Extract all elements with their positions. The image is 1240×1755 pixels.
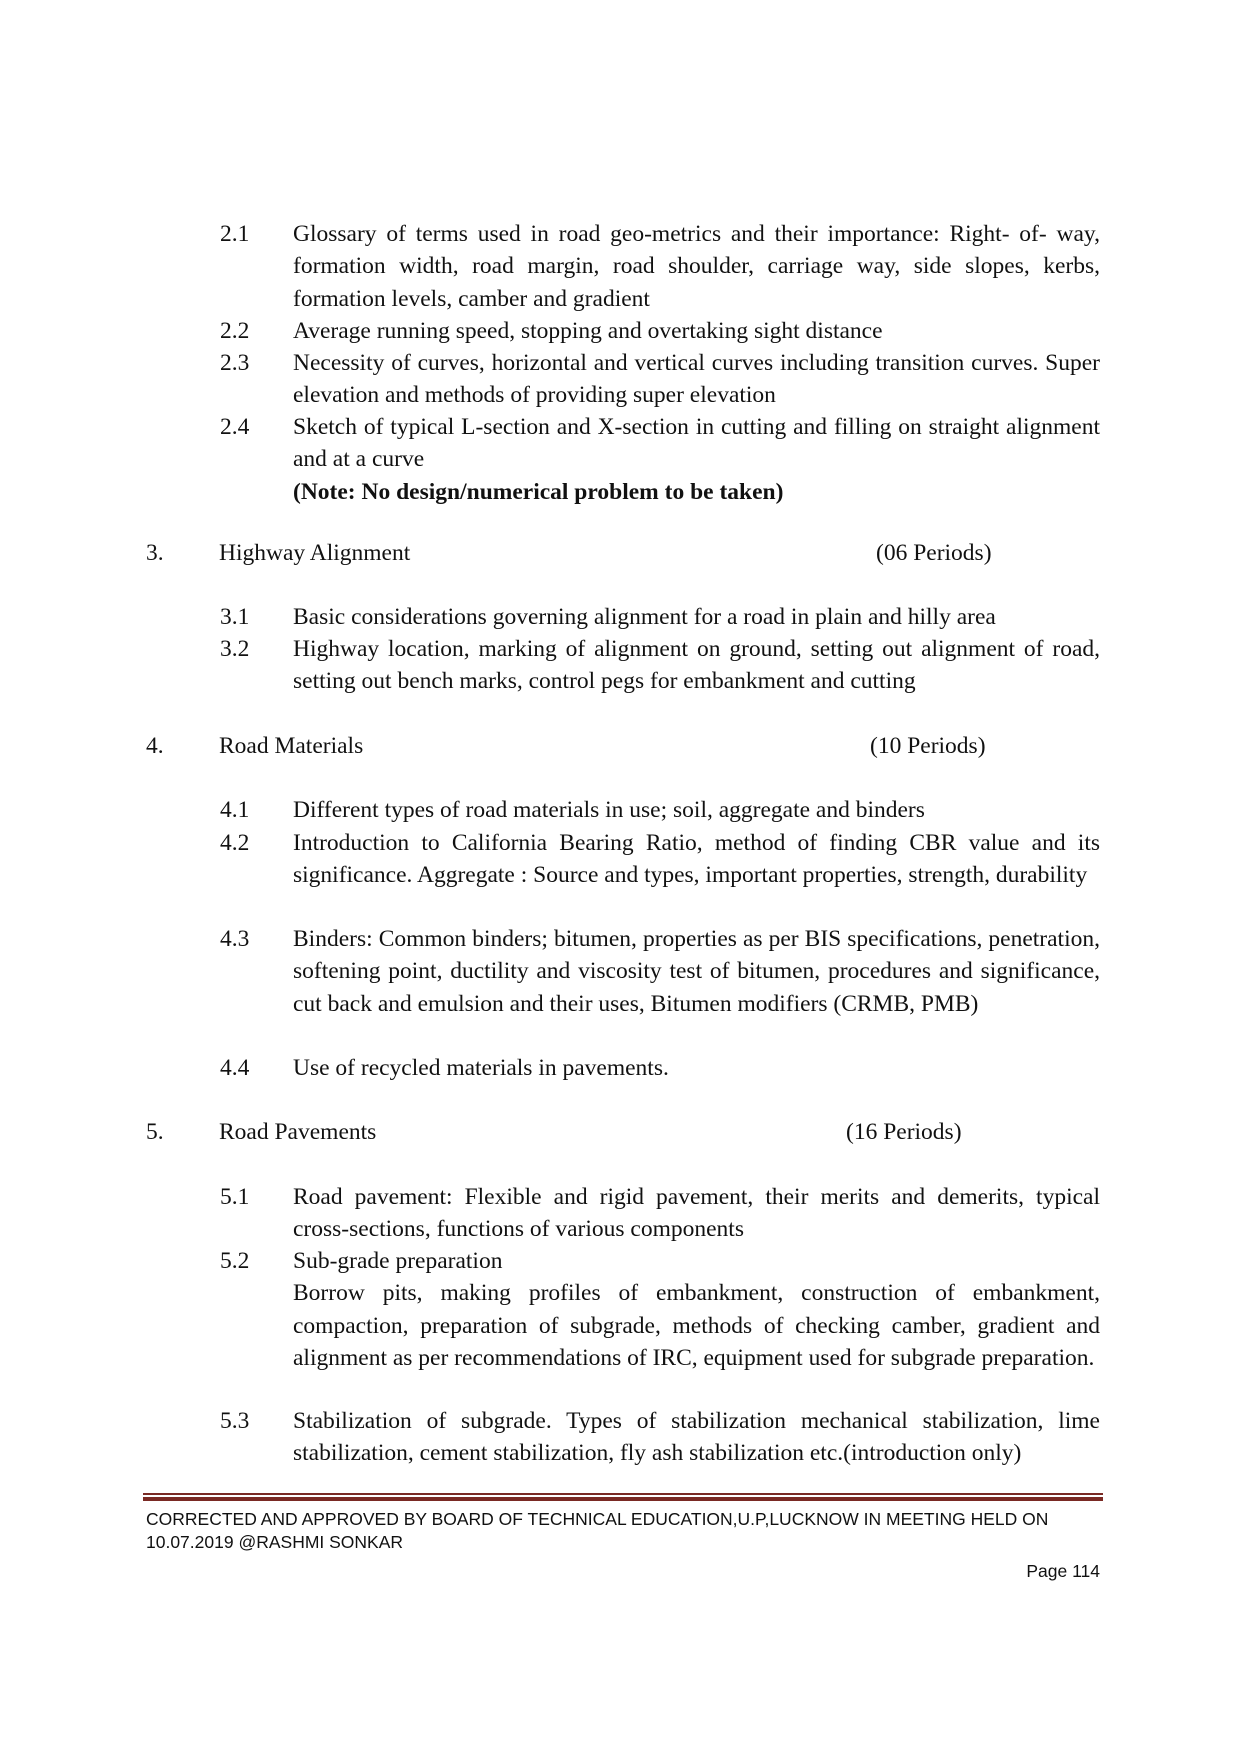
item-number: 3.1 bbox=[220, 604, 250, 630]
list-item bbox=[220, 1181, 1100, 1246]
item-number: 2.4 bbox=[220, 414, 250, 440]
note-text: (Note: No design/numerical problem to be taken) bbox=[293, 478, 784, 505]
item-heading: Sub-grade preparation bbox=[293, 1248, 503, 1274]
item-text: Borrow pits, making profiles of embankment, construction of embankment, compaction, preparation of subgrade, methods of checking camber, gradient and alignment as per recommendations of IRC, equipment used for subgrade preparation. bbox=[293, 1280, 1100, 1372]
list-item bbox=[220, 1245, 1100, 1375]
section-number: 3. bbox=[146, 540, 164, 566]
item-text: Highway location, marking of alignment on ground, setting out alignment of road, setting out bench marks, control pegs for embankment and cutting bbox=[293, 636, 1100, 695]
footer-divider bbox=[143, 1493, 1103, 1495]
list-item bbox=[220, 1405, 1100, 1470]
footer-approval-text: CORRECTED AND APPROVED BY BOARD OF TECHNICAL EDUCATION,U.P,LUCKNOW IN MEETING HELD ON bbox=[146, 1509, 1049, 1529]
section-number: 4. bbox=[146, 733, 164, 759]
footer-divider-thick bbox=[143, 1497, 1103, 1501]
item-number: 5.2 bbox=[220, 1248, 250, 1274]
item-text: Binders: Common binders; bitumen, properties as per BIS specifications, penetration, softening point, ductility and viscosity test of bitumen, procedures and significance, cut back and emulsion and their uses, Bitumen modifiers (CRMB, PMB) bbox=[293, 926, 1100, 1017]
item-text: Introduction to California Bearing Ratio, method of finding CBR value and its significance. Aggregate : Source and types, important properties, strength, durability bbox=[293, 830, 1100, 889]
section-title: Road Pavements bbox=[219, 1119, 377, 1145]
list-item bbox=[220, 1052, 1100, 1084]
item-text: Sketch of typical L-section and X-section in cutting and filling on straight alignment and at a curve bbox=[293, 414, 1100, 473]
item-text: Road pavement: Flexible and rigid pavement, their merits and demerits, typical cross-sections, functions of various components bbox=[293, 1184, 1100, 1243]
item-number: 5.1 bbox=[220, 1184, 250, 1210]
list-item bbox=[220, 923, 1100, 1020]
section-periods: (16 Periods) bbox=[846, 1119, 962, 1145]
item-text: Use of recycled materials in pavements. bbox=[293, 1055, 669, 1081]
list-item bbox=[220, 827, 1100, 892]
item-number: 2.3 bbox=[220, 350, 250, 376]
list-item bbox=[220, 218, 1100, 315]
list-item bbox=[220, 794, 1100, 826]
item-text: Basic considerations governing alignment for a road in plain and hilly area bbox=[293, 604, 996, 630]
list-item bbox=[220, 315, 1100, 347]
list-item bbox=[220, 601, 1100, 633]
item-text: Average running speed, stopping and overtaking sight distance bbox=[293, 318, 883, 344]
section-heading bbox=[146, 1116, 1046, 1149]
section-periods: (06 Periods) bbox=[876, 540, 992, 566]
section-periods: (10 Periods) bbox=[870, 733, 986, 759]
section-heading bbox=[146, 730, 1046, 763]
item-number: 5.3 bbox=[220, 1408, 250, 1434]
item-number: 4.1 bbox=[220, 797, 250, 823]
item-number: 3.2 bbox=[220, 636, 250, 662]
footer bbox=[146, 1508, 1106, 1554]
item-text: Stabilization of subgrade. Types of stabilization mechanical stabilization, lime stabilization, cement stabilization, fly ash stabilization etc.(introduction only) bbox=[293, 1408, 1100, 1467]
item-number: 2.2 bbox=[220, 318, 250, 344]
item-number: 2.1 bbox=[220, 221, 250, 247]
item-text: Glossary of terms used in road geo-metrics and their importance: Right- of- way, formation width, road margin, road shoulder, carriage way, side slopes, kerbs, formation levels, camber and gradient bbox=[293, 221, 1100, 312]
section-heading bbox=[146, 537, 1046, 570]
item-number: 4.4 bbox=[220, 1055, 250, 1081]
footer-date-author: 10.07.2019 @RASHMI SONKAR bbox=[146, 1532, 404, 1552]
list-item bbox=[220, 347, 1100, 412]
item-text: Necessity of curves, horizontal and vertical curves including transition curves. Super elevation and methods of providing super elevation bbox=[293, 350, 1100, 409]
item-number: 4.2 bbox=[220, 830, 250, 856]
list-item bbox=[220, 633, 1100, 698]
item-number: 4.3 bbox=[220, 926, 250, 952]
page-number: Page 114 bbox=[1026, 1561, 1100, 1581]
section-number: 5. bbox=[146, 1119, 164, 1145]
section-title: Highway Alignment bbox=[219, 540, 411, 566]
list-item bbox=[220, 411, 1100, 508]
section-title: Road Materials bbox=[219, 733, 364, 759]
item-text: Different types of road materials in use; soil, aggregate and binders bbox=[293, 797, 925, 823]
